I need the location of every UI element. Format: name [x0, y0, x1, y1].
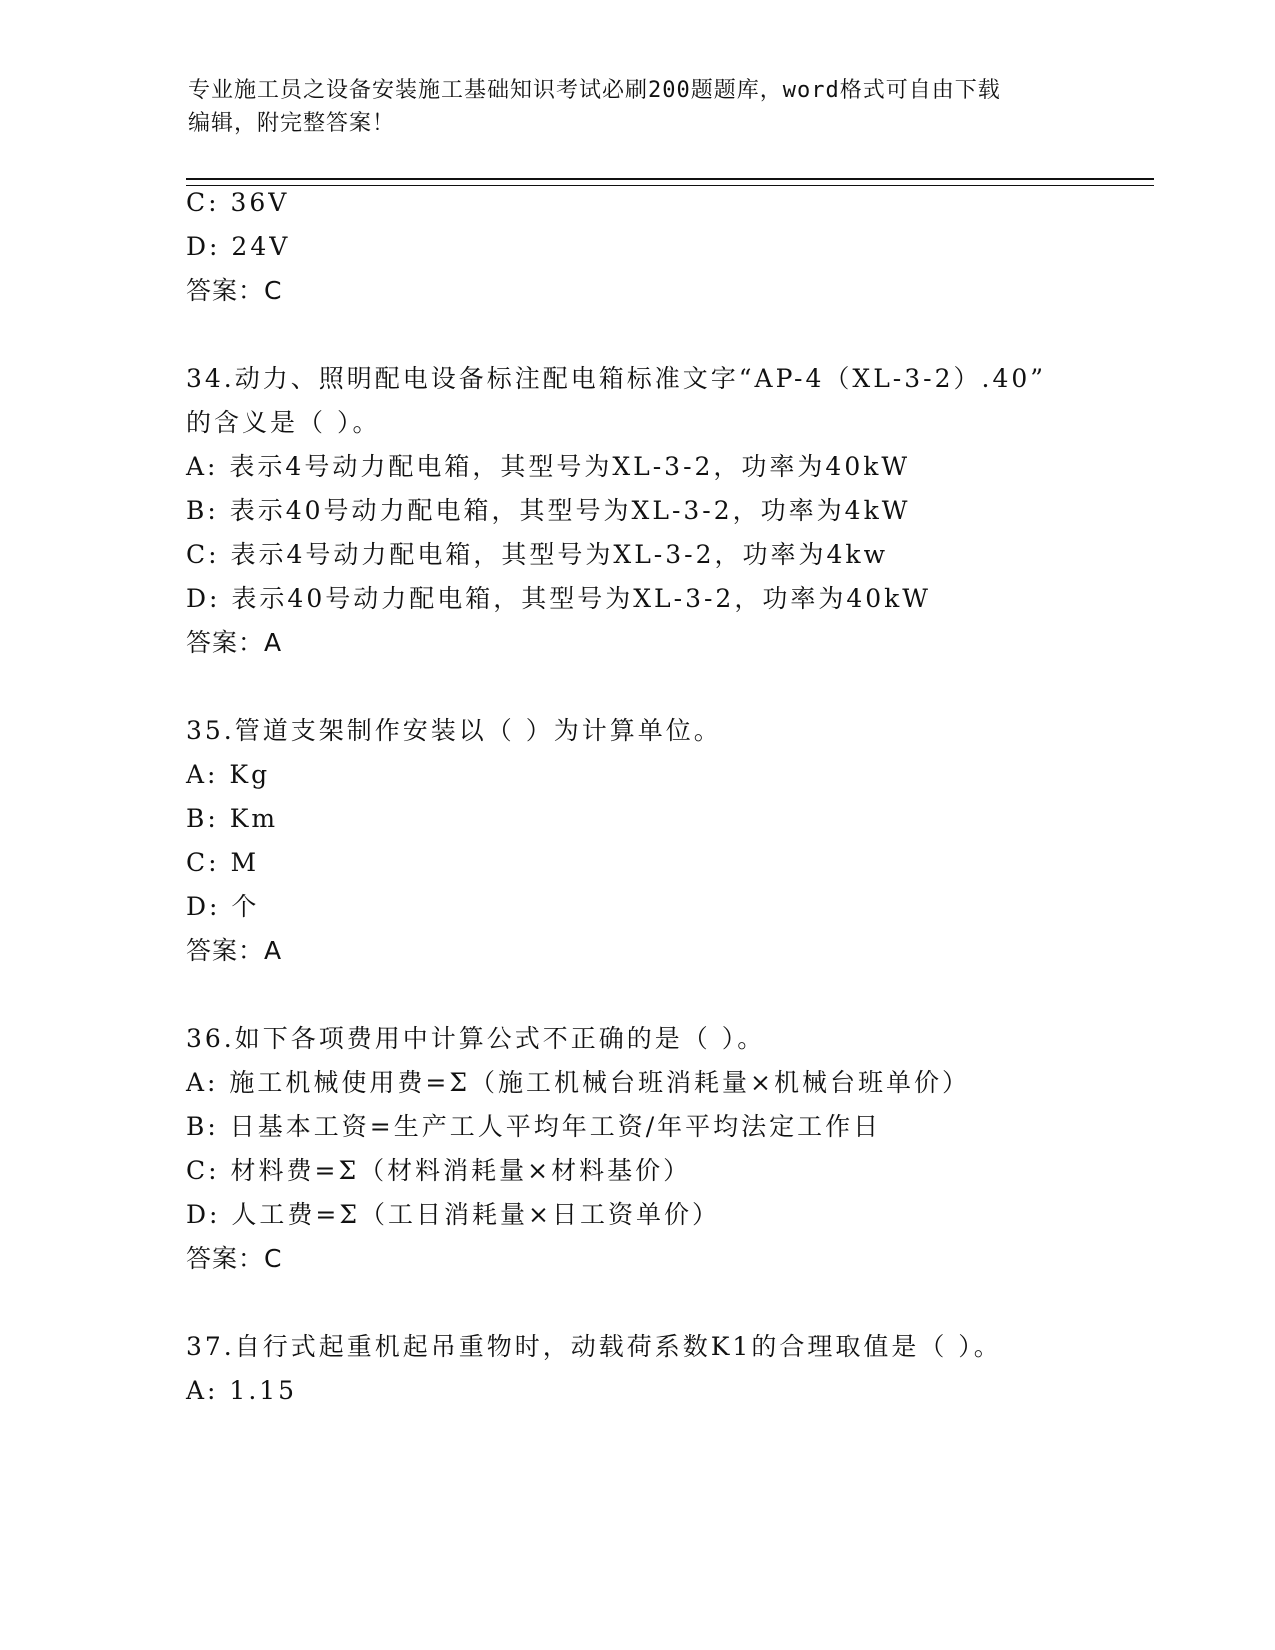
q36-option-d: D: 人工费=Σ（工日消耗量×日工资单价）: [186, 1200, 720, 1229]
q35-option-a: A: Kg: [186, 760, 271, 789]
q36-option-b: B: 日基本工资=生产工人平均年工资/年平均法定工作日: [186, 1112, 882, 1141]
q34-option-b: B: 表示40号动力配电箱，其型号为XL-3-2，功率为4kW: [186, 496, 911, 525]
q35-stem: 35.管道支架制作安装以（ ）为计算单位。: [186, 716, 722, 745]
q35-option-d: D: 个: [186, 892, 260, 921]
q34-answer: 答案：A: [186, 628, 283, 657]
q34-stem-line-1: 34.动力、照明配电设备标注配电箱标准文字“AP-4（XL-3-2）.40”: [186, 364, 1047, 393]
q33-option-d: D: 24V: [186, 232, 291, 261]
q34-option-d: D: 表示40号动力配电箱，其型号为XL-3-2，功率为40kW: [186, 584, 931, 613]
q33-answer: 答案：C: [186, 276, 283, 305]
q35-option-b: B: Km: [186, 804, 279, 833]
q37-stem: 37.自行式起重机起吊重物时，动载荷系数K1的合理取值是（ ）。: [186, 1332, 1002, 1361]
q37-option-a: A: 1.15: [186, 1376, 298, 1405]
q35-option-c: C: M: [186, 848, 260, 877]
q36-option-c: C: 材料费=Σ（材料消耗量×材料基价）: [186, 1156, 692, 1185]
document-header: [188, 74, 1088, 140]
q33-option-c: C: 36V: [186, 188, 290, 217]
q34-stem-line-2: 的含义是（ ）。: [186, 408, 381, 437]
header-title-line-1: 专业施工员之设备安装施工基础知识考试必刷200题题库，word格式可自由下载: [188, 78, 1001, 103]
q34-option-a: A: 表示4号动力配电箱，其型号为XL-3-2，功率为40kW: [186, 452, 911, 481]
q35-answer: 答案：A: [186, 936, 283, 965]
header-title-line-2: 编辑，附完整答案！: [188, 111, 396, 136]
q36-option-a: A: 施工机械使用费=Σ（施工机械台班消耗量×机械台班单价）: [186, 1068, 970, 1097]
q34-option-c: C: 表示4号动力配电箱，其型号为XL-3-2，功率为4kw: [186, 540, 888, 569]
q36-stem: 36.如下各项费用中计算公式不正确的是（ ）。: [186, 1024, 766, 1053]
q36-answer: 答案：C: [186, 1244, 283, 1273]
header-divider: [186, 178, 1154, 186]
